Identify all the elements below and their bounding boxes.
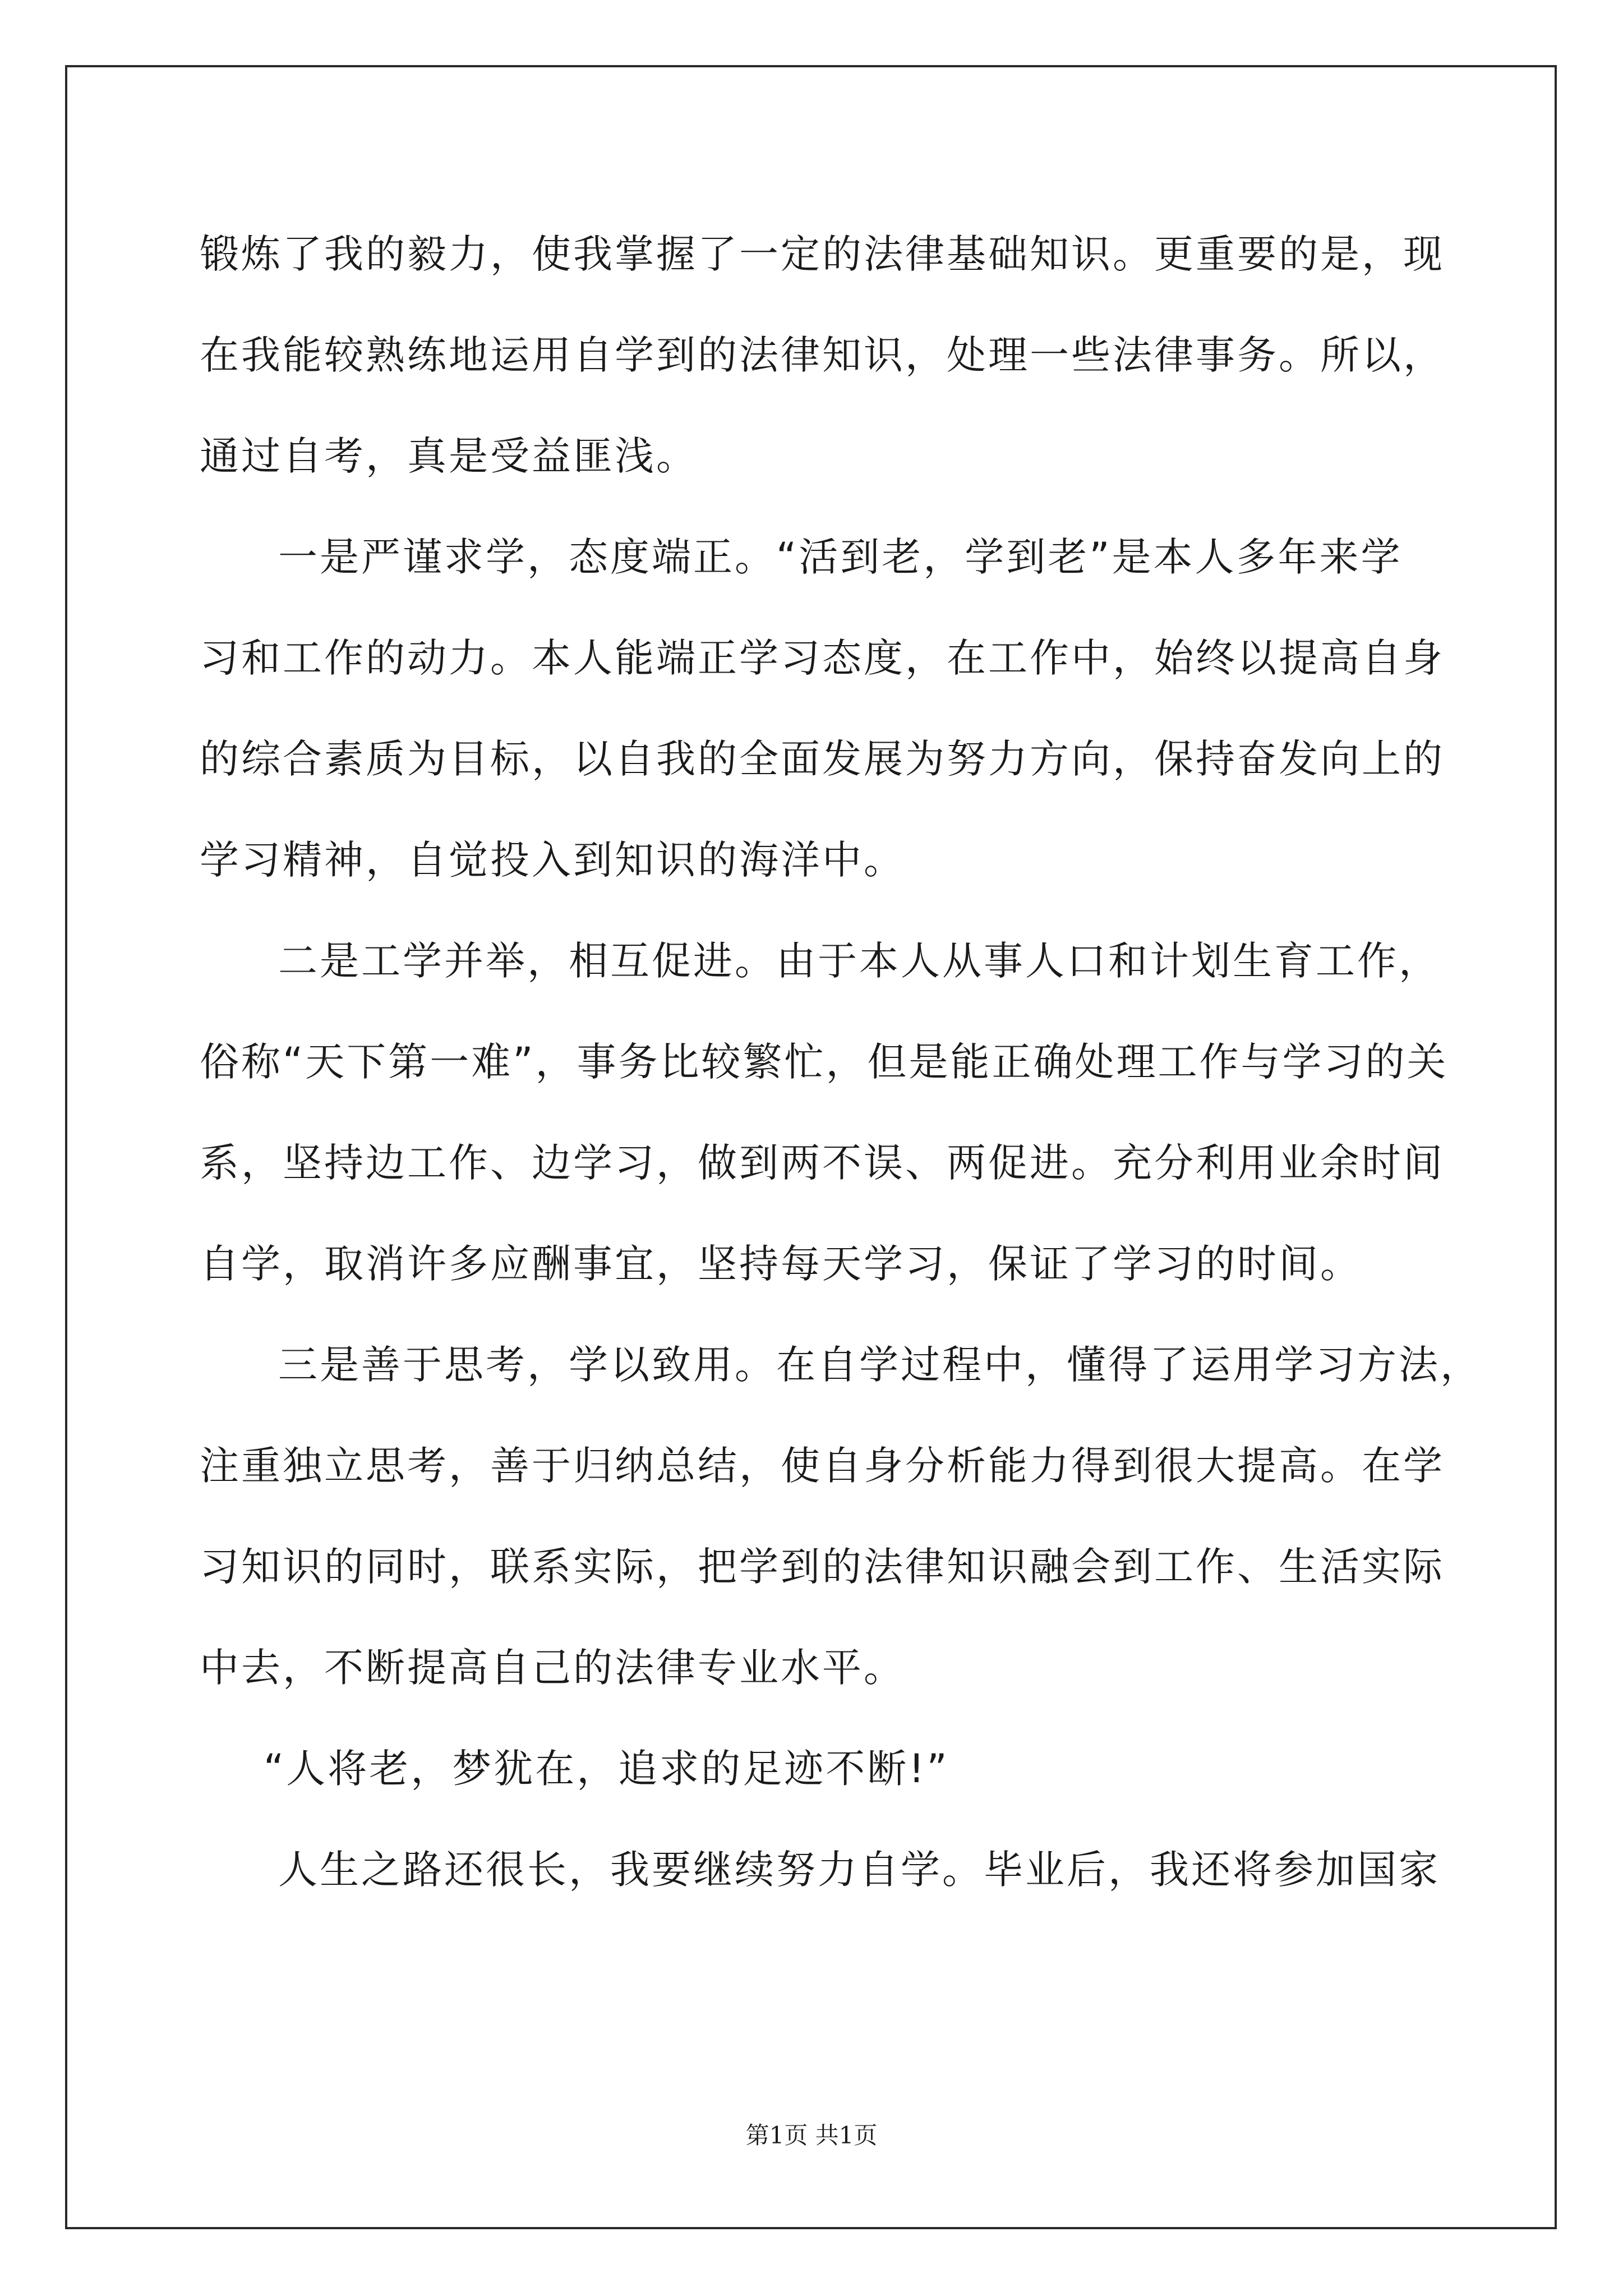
text-line: 系，坚持边工作、边学习，做到两不误、两促进。充分利用业余时间	[200, 1140, 1445, 1186]
text-line: 学习精神，自觉投入到知识的海洋中。	[200, 837, 905, 883]
paragraph-first-line: 一是严谨求学，态度端正。“活到老，学到老”是本人多年来学	[278, 534, 1403, 580]
text-line: 习和工作的动力。本人能端正学习态度，在工作中，始终以提高自身	[200, 635, 1445, 681]
text-line: 俗称“天下第一难”，事务比较繁忙，但是能正确处理工作与学习的关	[200, 1039, 1449, 1085]
text-line: 习知识的同时，联系实际，把学到的法律知识融会到工作、生活实际	[200, 1544, 1445, 1590]
paragraph-first-line: 二是工学并举，相互促进。由于本人从事人口和计划生育工作，	[278, 938, 1440, 984]
paragraph-first-line: 三是善于思考，学以致用。在自学过程中，懂得了运用学习方法，	[278, 1342, 1482, 1388]
text-line: 中去，不断提高自己的法律专业水平。	[200, 1645, 905, 1691]
text-line: 注重独立思考，善于归纳总结，使自身分析能力得到很大提高。在学	[200, 1443, 1445, 1489]
quote-line: “人将老，梦犹在，追求的足迹不断!”	[264, 1746, 949, 1792]
text-line: 的综合素质为目标，以自我的全面发展为努力方向，保持奋发向上的	[200, 736, 1445, 782]
text-line: 在我能较熟练地运用自学到的法律知识，处理一些法律事务。所以，	[200, 332, 1445, 378]
text-line: 自学，取消许多应酬事宜，坚持每天学习，保证了学习的时间。	[200, 1241, 1362, 1287]
paragraph-first-line: 人生之路还很长，我要继续努力自学。毕业后，我还将参加国家	[278, 1847, 1440, 1893]
text-line: 锻炼了我的毅力，使我掌握了一定的法律基础知识。更重要的是，现	[200, 231, 1445, 277]
text-line: 通过自考，真是受益匪浅。	[200, 433, 698, 479]
page-number-footer: 第1页 共1页	[745, 2122, 878, 2149]
